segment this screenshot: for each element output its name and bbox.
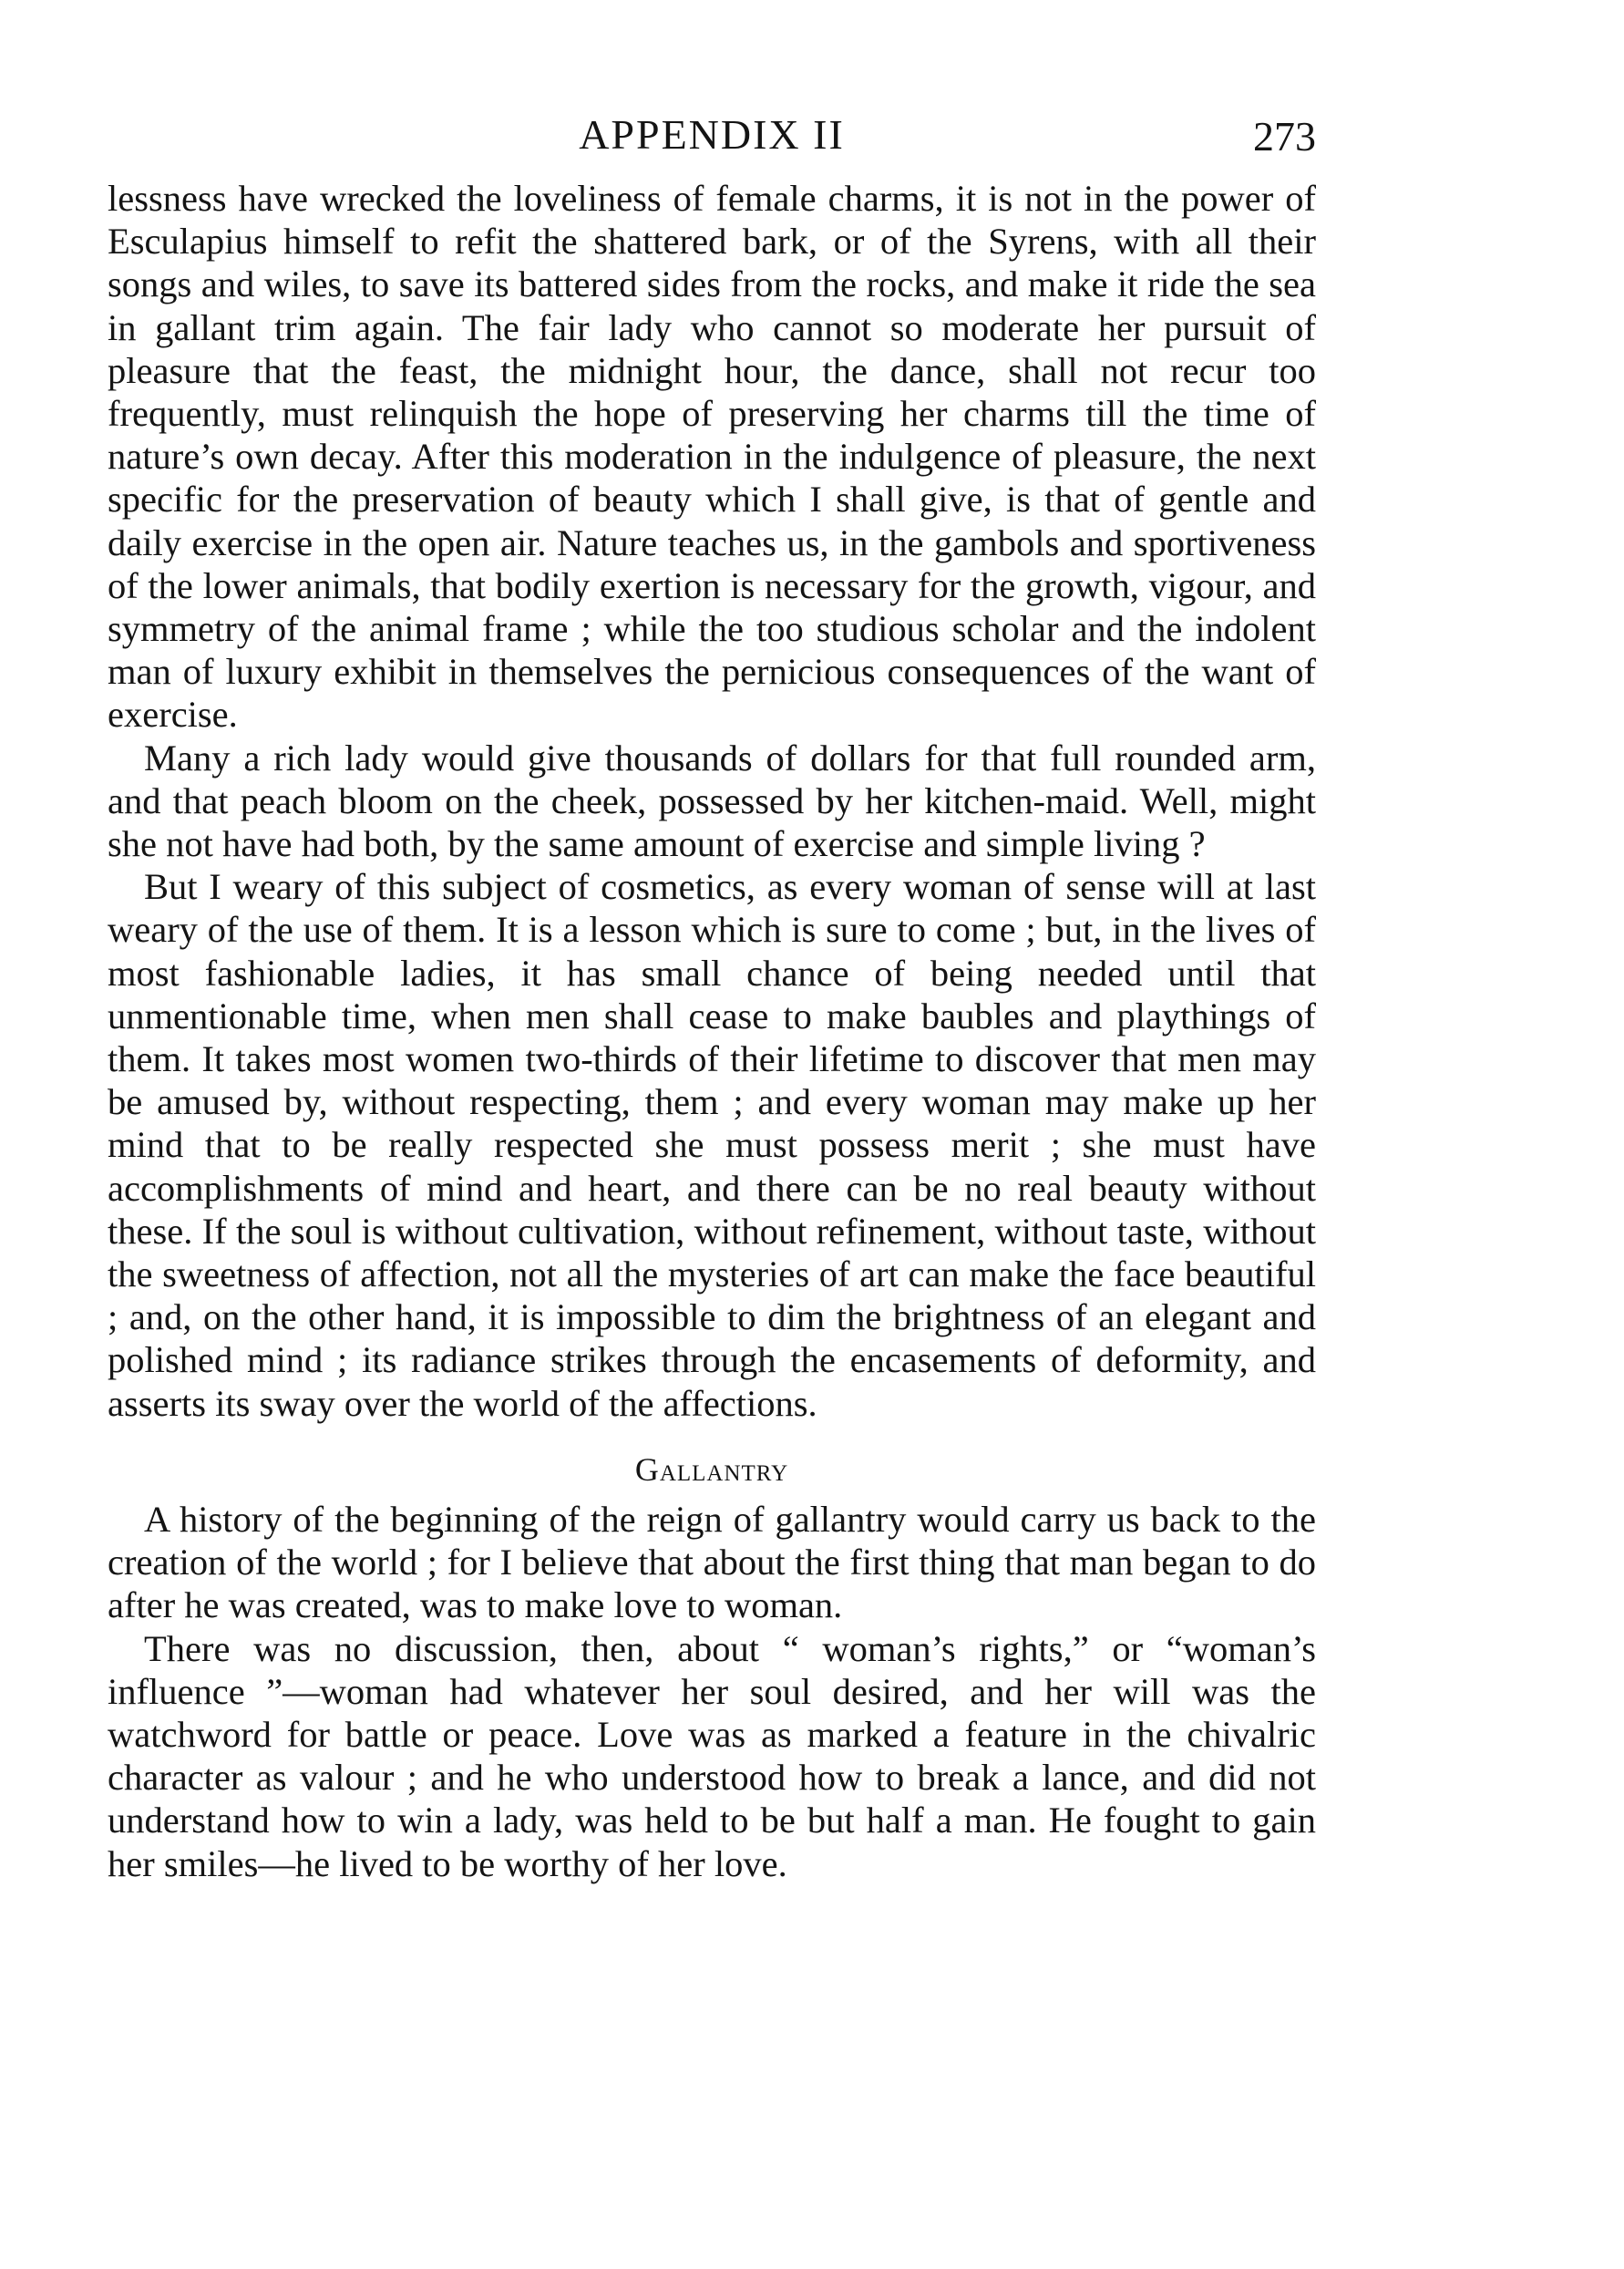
section-heading-gallantry: Gallantry — [634, 1450, 789, 1488]
paragraph-continued: lessness have wrecked the loveliness of female charms, it is not in the power of Esculapius himself to refit the shattered bark, or of the Syrens, with all their songs and wiles, to save its battered sides from the rocks, and make it ride the sea in gallant trim again. The fair lady who cannot so moderate her pursuit of pleasure that the feast, the midnight hour, the dance, shall not recur too frequently, must relinquish the hope of preserving her charms till the time of nature’s own decay. After this moderation in the indulgence of pleasure, the next specific for the preservation of beauty which I shall give, is that of gentle and daily exercise in the open air. Nature teaches us, in the gambols and sportiveness of the lower animals, that bodily exertion is necessary for the growth, vigour, and symmetry of the animal frame ; while the too studious scholar and the indolent man of luxury exhibit in themselves the pernicious consequences of the want of exercise. — [108, 178, 1316, 736]
body-text — [108, 177, 1316, 1885]
paragraph-womans-rights: There was no discussion, then, about “ woman’s rights,” or “woman’s influence ”—woman had whatever her soul desired, and her will was the watchword for battle or peace. Love was as marked a feature in the chivalric character as valour ; and he who understood how to break a lance, and did not understand how to win a lady, was held to be but half a man. He fought to gain her smiles—he lived to be worthy of her love. — [108, 1627, 1316, 1884]
paragraph-cosmetics: But I weary of this subject of cosmetics, as every woman of sense will at last weary of the use of them. It is a lesson which is sure to come ; but, in the lives of most fashionable ladies, it has small chance of being needed until that unmentionable time, when men shall cease to make baubles and playthings of them. It takes most women two-thirds of their lifetime to discover that men may be amused by, without respecting, them ; and every woman may make up her mind that to be really respected she must possess merit ; she must have accomplishments of mind and heart, and there can be no real beauty without these. If the soul is without cultivation, without refinement, without taste, without the sweetness of affection, not all the mysteries of art can make the face beautiful ; and, on the other hand, it is impossible to dim the brightness of an elegant and polished mind ; its radiance strikes through the encasements of deformity, and asserts its sway over the world of the affections. — [108, 866, 1316, 1424]
page-number: 273 — [1253, 113, 1316, 160]
paragraph-rich-lady: Many a rich lady would give thousands of dollars for that full rounded arm, and that peach bloom on the cheek, possessed by her kitchen-maid. Well, might she not have had both, by the same amount of exercise and simple living ? — [108, 737, 1316, 865]
running-head — [108, 108, 1316, 177]
book-page — [108, 108, 1316, 1885]
paragraph-gallantry-history: A history of the beginning of the reign of gallantry would carry us back to the creation of the world ; for I believe that about the first thing that man began to do after he was created, was to make love to woman. — [108, 1498, 1316, 1626]
running-title: APPENDIX II — [579, 111, 845, 158]
